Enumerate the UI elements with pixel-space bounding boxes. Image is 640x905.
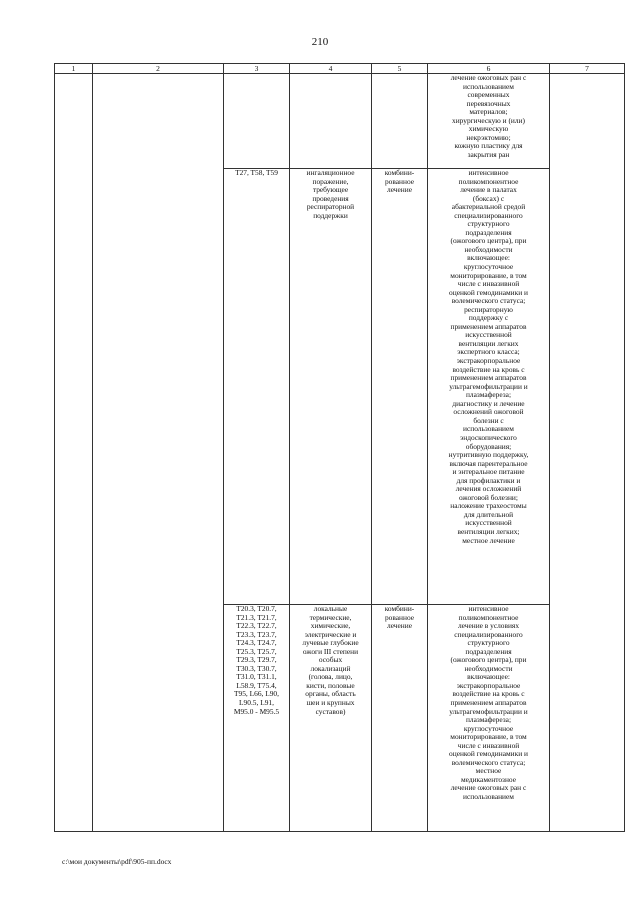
method-cell: лечение ожоговых ран с использованием современных перевязочных материалов; хирургическую и (или) химическую некрэктомию; кожную пластику для закрытия ран [428, 74, 550, 169]
column-header: 4 [290, 64, 372, 74]
condition-cell: ингаляционное поражение, требующее проведения респираторной поддержки [290, 169, 372, 605]
treatment-type-cell: комбини- рованное лечение [372, 605, 428, 832]
col1-cell [55, 74, 93, 832]
codes-cell: T27, T58, T59 [224, 169, 290, 605]
services-table [54, 63, 625, 832]
column-header: 5 [372, 64, 428, 74]
column-header: 7 [550, 64, 625, 74]
col7-cell [550, 74, 625, 832]
condition-cell [290, 74, 372, 169]
table-row [55, 74, 625, 169]
condition-cell: локальные термические, химические, электрические и лучевые глубокие ожоги III степени особых локализаций (голова, лицо, кисти, половые органы, область шеи и крупных суставов) [290, 605, 372, 832]
page-number: 210 [311, 36, 329, 48]
method-cell: интенсивное поликомпонентное лечение в палатах (боксах) с абактериальной средой специализированного структурного подразделения (ожогового центра), при необходимости включающее: круглосуточное мониторирование, в том числе с инвазивной оценкой гемодинамики и волемического статуса; респираторную поддержку с применением аппаратов искусственной вентиляции легких экспертного класса; экстракорпоральное воздействие на кровь с применением аппаратов ультрагемофильтрации и плазмафереза; диагностику и лечение осложнений ожоговой болезни с использованием эндоскопического оборудования; нутритивную поддержку, включая парентеральное и энтеральное питание для профилактики и лечения осложнений ожоговой болезни; наложение трахеостомы для длительной искусственной вентиляции легких; местное лечение [428, 169, 550, 605]
method-cell: интенсивное поликомпонентное лечение в условиях специализированного структурного подразделения (ожогового центра), при необходимости включающее: экстракорпоральное воздействие на кровь с применением аппаратов ультрагемофильтрации и плазмафереза; круглосуточное мониторирование, в том числе с инвазивной оценкой гемодинамики и волемического статуса; местное медикаментозное лечение ожоговых ран с использованием [428, 605, 550, 832]
column-header: 2 [93, 64, 224, 74]
codes-cell: T20.3, T20.7, T21.3, T21.7, T22.3, T22.7, T23.3, T23.7, T24.3, T24.7, T25.3, T25.7, T29.3, T29.7, T30.3, T30.7, T31.0, T31.1, L58.9, T75.4, T95, L66, L90, L90.5, L91, M95.0 - M95.5 [224, 605, 290, 832]
column-header: 1 [55, 64, 93, 74]
footer-file-path: c:\мои документы\pdf\905-пп.docx [62, 857, 172, 866]
treatment-type-cell: комбини- рованное лечение [372, 169, 428, 605]
codes-cell [224, 74, 290, 169]
treatment-type-cell [372, 74, 428, 169]
column-header: 3 [224, 64, 290, 74]
col2-cell [93, 74, 224, 832]
column-header: 6 [428, 64, 550, 74]
table-header-row [55, 64, 625, 74]
